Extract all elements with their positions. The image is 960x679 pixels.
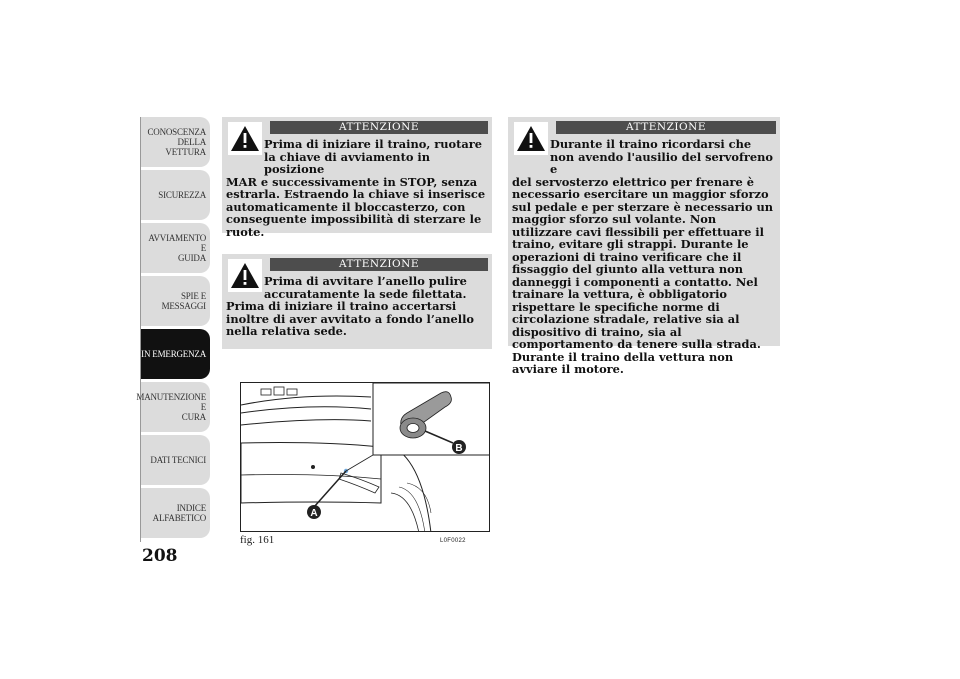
label-b: B xyxy=(455,443,463,454)
nav-tab-emergenza[interactable]: IN EMERGENZA xyxy=(141,329,210,379)
warning-text: MAR e successivamente in STOP, senza estrarla. Estraendo la chiave si inserisce automaticamente il bloccasterzo, con conseguente impossibilità di sterzare le ruote. xyxy=(226,174,486,239)
nav-tab-avviamento[interactable]: AVVIAMENTO E GUIDA xyxy=(141,223,210,273)
nav-tab-manutenzione[interactable]: MANUTENZIONE E CURA xyxy=(141,382,210,432)
warning-text: Prima di iniziare il traino accertarsi inoltre di aver avvitato a fondo l’anello nella relativa sede. xyxy=(226,299,474,338)
warning-heading: ATTENZIONE xyxy=(556,121,776,134)
warning-box-2 xyxy=(222,254,492,349)
warning-lead-text: Durante il traino ricordarsi che non avendo l'ausilio del servofreno e xyxy=(550,137,774,176)
figure-code: L0F0022 xyxy=(440,538,466,544)
warning-heading: ATTENZIONE xyxy=(270,258,488,271)
warning-triangle-icon xyxy=(514,122,548,155)
nav-tab-conoscenza[interactable]: CONOSCENZA DELLA VETTURA xyxy=(141,117,210,167)
nav-tab-sicurezza[interactable]: SICUREZZA xyxy=(141,170,210,220)
label-a: A xyxy=(310,508,318,519)
warning-triangle-icon xyxy=(228,122,262,155)
figure-caption: fig. 161 xyxy=(240,534,275,546)
figure-tow-ring xyxy=(240,382,490,532)
warning-box-3 xyxy=(508,117,780,376)
warning-lead-text: Prima di iniziare il traino, ruotare la chiave di avviamento in posizione xyxy=(264,137,483,176)
warning-text: del servosterzo elettrico per frenare è necessario esercitare un maggior sforzo sul pedale e per sterzare è necessario un maggior sforzo sul volante. Non utilizzare cavi flessibili per effettuare il traino, evitare gli strappi. Durante le operazioni di traino verificare che il fissaggio del giunto alla vettura non danneggi i componenti a contatto. Nel trainare la vettura, è obbligatorio rispettare le specifiche norme di circolazione stradale, relative sia al dispositivo di traino, sia al comportamento da tenere sulla strada. Durante il traino della vettura non avviare il motore. xyxy=(512,174,774,376)
warning-triangle-icon xyxy=(228,259,262,292)
warning-lead-text: Prima di avvitare l’anello pulire accuratamente la sede filettata. xyxy=(264,274,467,301)
nav-tab-dati-tecnici[interactable]: DATI TECNICI xyxy=(141,435,210,485)
nav-tab-spie[interactable]: SPIE E MESSAGGI xyxy=(141,276,210,326)
nav-tab-indice[interactable]: INDICE ALFABETICO xyxy=(141,488,210,538)
tow-ring-illustration xyxy=(241,383,490,532)
warning-heading: ATTENZIONE xyxy=(270,121,488,134)
page-number: 208 xyxy=(142,546,178,566)
warning-box-1 xyxy=(222,117,492,239)
